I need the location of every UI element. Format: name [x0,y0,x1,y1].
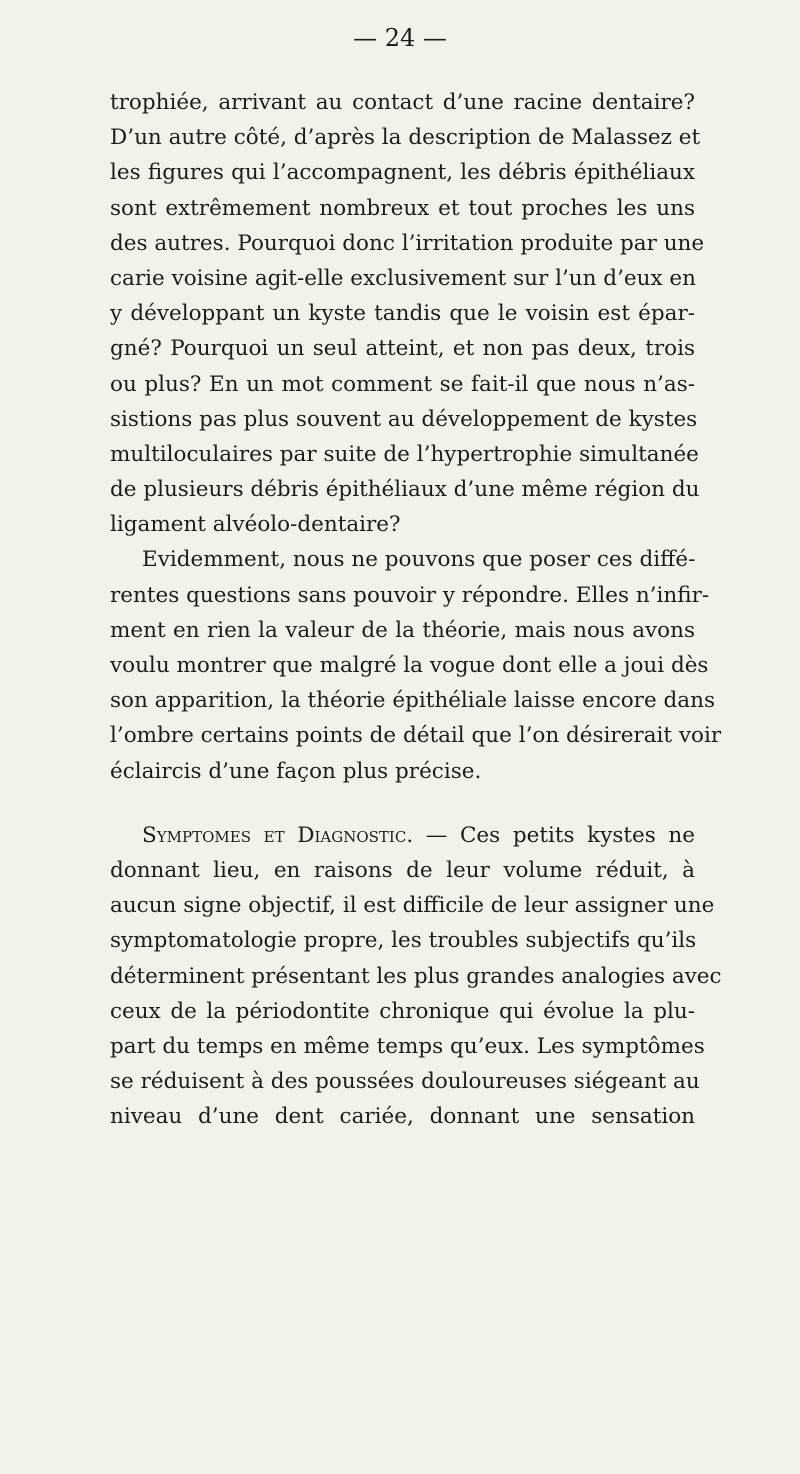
text-line: niveau d’une dent cariée, donnant une sensation [110,1104,695,1130]
text-line: ou plus? En un mot comment se fait-il que nous n’as- [110,371,695,397]
text-line: ceux de la périodontite chronique qui évolue la plu- [110,998,695,1024]
text-run: — Ces petits kystes ne [413,822,695,848]
text-line: Evidemment, nous ne pouvons que poser ces diffé- [142,547,696,573]
text-line: D’un autre côté, d’après la description de Malassez et [110,125,701,151]
text-line: les figures qui l’accompagnent, les débris épithéliaux [110,160,695,186]
section-heading: Symptomes et Diagnostic. [142,822,414,848]
text-line: rentes questions sans pouvoir y répondre. Elles n’infir- [110,582,710,608]
text-line: de plusieurs débris épithéliaux d’une même région du [110,477,700,503]
text-line: carie voisine agit-elle exclusivement sur l’un d’eux en [110,265,697,291]
text-line: des autres. Pourquoi donc l’irritation produite par une [110,230,705,256]
text-line: déterminent présentant les plus grandes analogies avec [110,963,722,989]
text-line: ligament alvéolo-dentaire? [110,512,401,538]
body-text [110,85,722,1134]
text-line: sont extrêmement nombreux et tout proches les uns [110,195,695,221]
text-line: multiloculaires par suite de l’hypertrophie simultanée [110,441,699,467]
text-line: se réduisent à des poussées douloureuses siégeant au [110,1069,700,1095]
text-line: gné? Pourquoi un seul atteint, et non pas deux, trois [110,336,695,362]
paragraph-1 [110,85,705,542]
text-line: sistions pas plus souvent au développement de kystes [110,406,698,432]
text-line: son apparition, la théorie épithéliale laisse encore dans [110,688,715,714]
text-line: l’ombre certains points de détail que l’on désirerait voir [110,723,722,749]
paragraph-3 [110,818,722,1135]
text-line: aucun signe objectif, il est difficile de leur assigner une [110,893,715,919]
text-line: part du temps en même temps qu’eux. Les symptômes [110,1033,705,1059]
text-line: trophiée, arrivant au contact d’une racine dentaire? [110,90,695,115]
text-line: donnant lieu, en raisons de leur volume réduit, à [110,857,695,883]
text-line: voulu montrer que malgré la vogue dont elle a joui dès [110,653,709,678]
page-number: — 24 — [353,24,447,52]
paragraph-2 [110,542,722,788]
text-line: éclaircis d’une façon plus précise. [110,758,482,784]
text-line [110,818,695,853]
text-line: ment en rien la valeur de la théorie, mais nous avons [110,617,695,643]
text-line: y développant un kyste tandis que le voisin est épar- [110,301,695,327]
text-line: symptomatologie propre, les troubles subjectifs qu’ils [110,928,697,954]
